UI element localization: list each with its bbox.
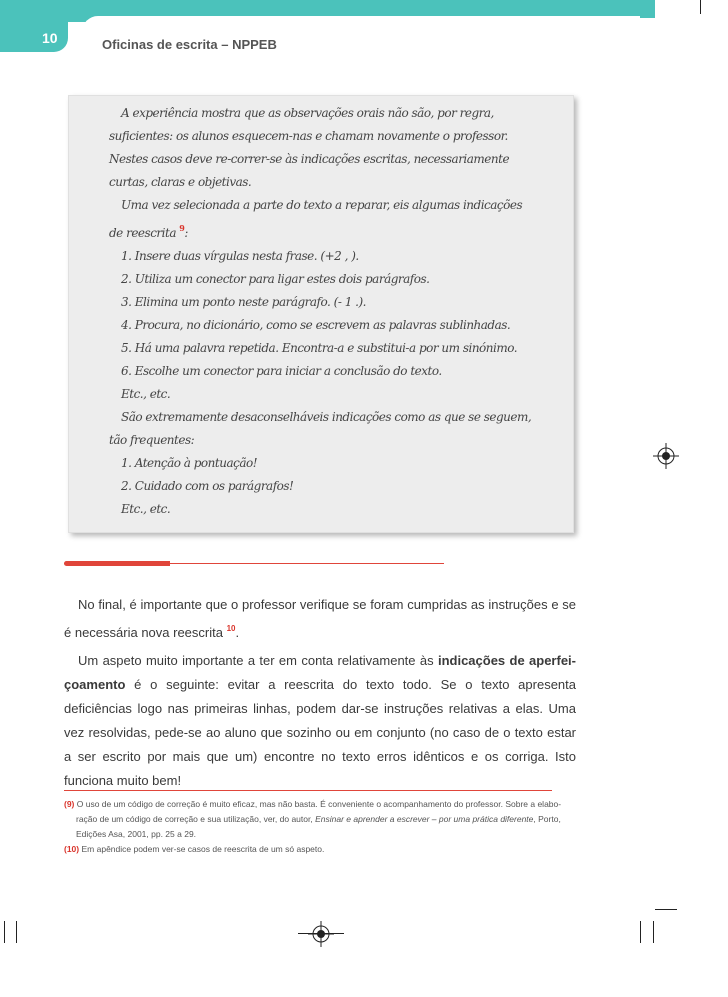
- registration-mark-icon: [308, 921, 334, 947]
- list-item: Etc., etc.: [121, 387, 171, 401]
- quote-paragraph-2-text: Uma vez selecionada a parte do texto a reparar, eis algumas indicações de reescrita: [109, 198, 523, 240]
- list-item: 2. Utiliza um conector para ligar estes dois parágrafos.: [121, 272, 430, 286]
- body-paragraph-1-text: No final, é importante que o professor verifique se foram cumpridas as instruções e se é necessária nova reescrita: [64, 597, 576, 640]
- crop-mark: [4, 921, 5, 943]
- list-item: 1. Atenção à pontuação!: [121, 456, 258, 470]
- quote-paragraph-3: São extremamente desaconselháveis indicações como as que se seguem, tão frequentes:: [109, 410, 532, 447]
- footnote-ref-10: 10: [226, 624, 236, 633]
- running-title: Oficinas de escrita – NPPEB: [102, 37, 277, 52]
- quote-box: [68, 95, 574, 533]
- crop-mark: [655, 909, 677, 910]
- list-item: Etc., etc.: [121, 502, 171, 516]
- body-paragraph-2-start: Um aspeto muito importante a ter em conta relativamente às: [78, 653, 434, 668]
- body-text: [64, 593, 576, 797]
- crop-mark: [640, 921, 641, 943]
- crop-mark: [653, 921, 654, 943]
- body-paragraph-2-rest: é o seguinte: evitar a reescrita do texto todo. Se o texto apresenta deficiências logo nas primeiras linhas, podem dar-se instruções relativas a elas. Uma vez resolvidas, pede-se ao aluno que sozinho ou em conjunto (no caso de o texto estar a ser escrito por mais que um) encontre no texto erros idênticos e os corriga. Isto funciona muito bem!: [64, 677, 576, 788]
- list-item: 6. Escolhe um conector para iniciar a conclusão do texto.: [121, 364, 442, 378]
- footnote-10: [64, 842, 576, 857]
- list-item: 4. Procura, no dicionário, como se escrevem as palavras sublinhadas.: [121, 318, 511, 332]
- body-paragraph-1-end: .: [235, 625, 240, 640]
- footnote-9-text: O uso de um código de correção é muito eficaz, mas não basta. É conveniente o acompanhamento do professor. Sobre a elabo-ração de um código de correção e sua utilização, ver, do autor,: [76, 799, 562, 824]
- crop-mark: [16, 921, 17, 943]
- registration-mark-icon: [653, 443, 679, 469]
- footnotes: [64, 797, 576, 857]
- footnote-10-text: Em apêndice podem ver-se casos de reescrita de um só aspeto.: [81, 844, 325, 854]
- quote-box-content: [109, 102, 539, 521]
- list-item: 1. Insere duas vírgulas nesta frase. (+2 , ).: [121, 249, 359, 263]
- footnote-ref-9: 9: [179, 223, 185, 233]
- footnote-9-number: (9): [64, 799, 75, 809]
- header-curve: [82, 16, 655, 36]
- header-right-cap: [640, 0, 655, 18]
- page-number: 10: [42, 30, 58, 46]
- crop-mark: [700, 0, 701, 14]
- footnote-9: [64, 797, 576, 842]
- section-divider-accent: [64, 561, 170, 566]
- quote-paragraph-1: A experiência mostra que as observações orais não são, por regra, suficientes: os alunos esquecem-nas e chamam novamente o professor. Nestes casos deve re-correr-se às indicações escritas, necessariamente curtas, claras e objetivas.: [109, 106, 510, 189]
- footnote-10-number: (10): [64, 844, 80, 854]
- crop-mark: [298, 933, 344, 934]
- body-paragraph-1: [64, 593, 576, 645]
- footnote-divider: [64, 790, 552, 791]
- bold-term: indicações de aperfei-çoamento: [64, 653, 576, 692]
- list-item: 2. Cuidado com os parágrafos!: [121, 479, 294, 493]
- body-paragraph-2: [64, 649, 576, 793]
- list-item: 3. Elimina um ponto neste parágrafo. (- 1 .).: [121, 295, 366, 309]
- footnote-9-book-title: Ensinar e aprender a escrever – por uma prática diferente: [315, 814, 534, 824]
- quote-paragraph-2-end: :: [184, 226, 188, 240]
- footnote-9-end: , Porto, Edições Asa, 2001, pp. 25 a 29.: [76, 814, 561, 839]
- quote-paragraph-2: [109, 194, 539, 245]
- list-item: 5. Há uma palavra repetida. Encontra-a e substitui-a por um sinónimo.: [121, 341, 518, 355]
